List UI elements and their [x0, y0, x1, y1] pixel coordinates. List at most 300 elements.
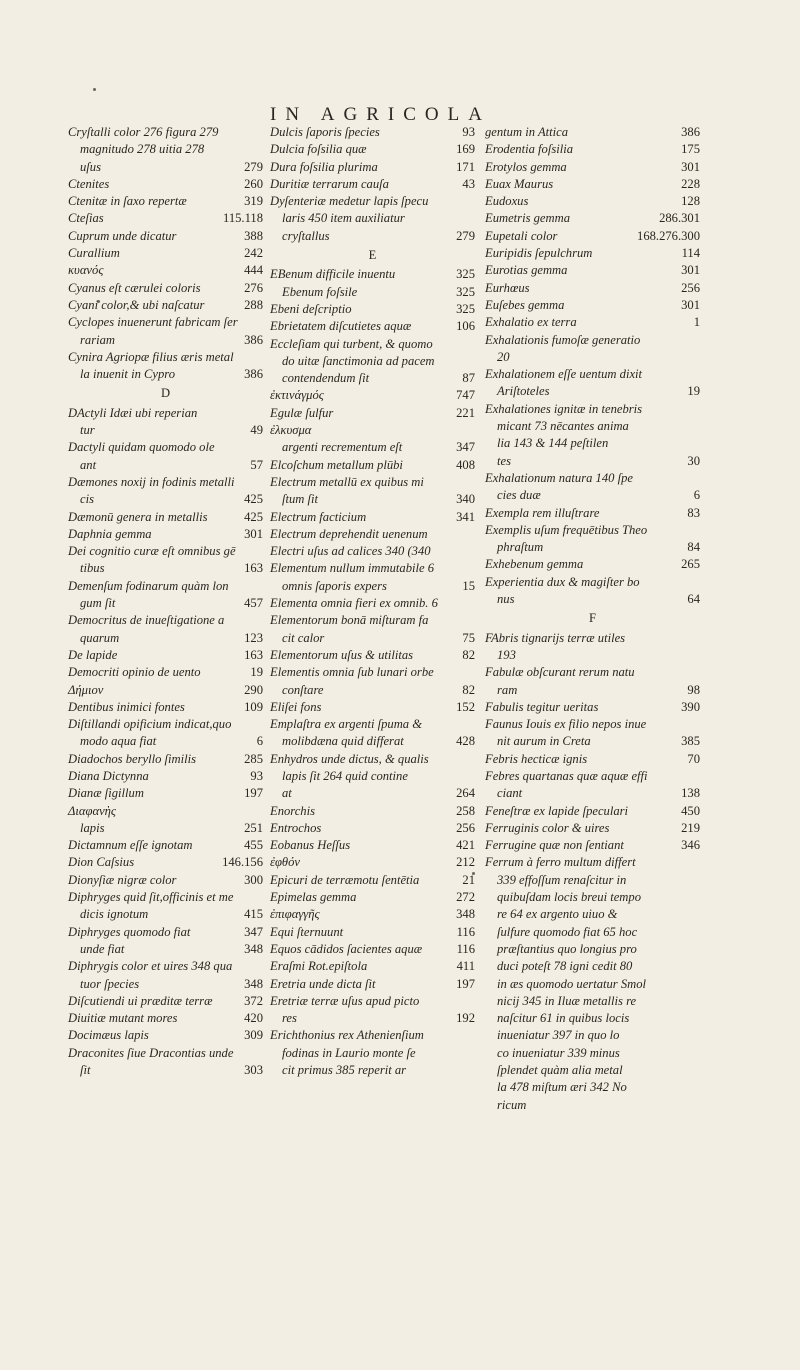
index-entry	[485, 556, 700, 573]
entry-page-number: 341	[456, 509, 475, 524]
entry-page-number: 265	[681, 557, 700, 572]
entry-text: Diuitiæ mutant mores	[68, 1011, 178, 1026]
entry-text: Eretriæ terræ uſus apud picto	[270, 993, 420, 1008]
entry-text: Cyani color,& ubi naſcatur	[68, 297, 205, 312]
entry-text: Entrochos	[270, 820, 322, 835]
index-entry	[68, 474, 263, 491]
entry-text: unde fiat	[80, 941, 125, 956]
index-entry	[485, 383, 700, 400]
entry-page-number: 325	[456, 284, 475, 299]
index-entry	[68, 422, 263, 439]
index-entry	[485, 751, 700, 768]
index-entry	[485, 349, 700, 366]
entry-text: naſcitur 61 in quibus locis	[497, 1011, 630, 1026]
entry-page-number: 171	[456, 159, 475, 174]
entry-text: ant	[80, 457, 97, 472]
entry-text: Dentibus inimici fontes	[68, 699, 185, 714]
index-entry	[485, 993, 700, 1010]
index-entry	[68, 159, 263, 176]
index-entry	[68, 993, 263, 1010]
entry-text: Electrum deprehendit uenenum	[270, 526, 428, 541]
index-entry	[68, 647, 263, 664]
entry-page-number: 279	[244, 159, 263, 174]
index-entry	[270, 491, 475, 508]
entry-text: ἐλκυσμα	[270, 423, 312, 438]
entry-text: ciant	[497, 786, 523, 801]
index-entry	[485, 280, 700, 297]
entry-page-number: 300	[244, 872, 263, 887]
entry-text: molibdæna quid differat	[282, 734, 404, 749]
entry-text: Duritiæ terrarum cauſa	[270, 176, 389, 191]
entry-text: Diſcutiendi ui præditæ terræ	[68, 993, 213, 1008]
index-entry	[485, 768, 700, 785]
entry-text: EBenum difficile inuentu	[270, 267, 396, 282]
entry-text: Fabulæ obſcurant rerum natu	[485, 665, 635, 680]
entry-text: Dionyſiæ nigræ color	[68, 872, 177, 887]
entry-text: la inuenit in Cypro	[80, 367, 176, 382]
index-entry	[270, 560, 475, 577]
entry-text: tibus	[80, 561, 105, 576]
entry-page-number: 98	[687, 682, 700, 697]
entry-page-number: 428	[456, 734, 475, 749]
index-entry	[68, 560, 263, 577]
index-entry	[485, 1045, 700, 1062]
entry-text: Ferrum à ferro multum differt	[485, 855, 636, 870]
index-entry	[485, 1079, 700, 1096]
entry-page-number: 21	[462, 872, 475, 887]
entry-text: Febris hecticæ ignis	[485, 751, 588, 766]
index-entry	[485, 141, 700, 158]
index-entry	[270, 301, 475, 318]
entry-text: Electrum metallū ex quibus mi	[270, 474, 424, 489]
entry-page-number: 146.156	[222, 855, 263, 870]
index-entry	[485, 522, 700, 539]
index-entry	[270, 612, 475, 629]
entry-text: Erichthonius rex Athenienſium	[270, 1028, 424, 1043]
index-entry	[68, 612, 263, 629]
entry-text: inueniatur 397 in quo lo	[497, 1028, 620, 1043]
entry-page-number: 30	[687, 453, 700, 468]
index-entry	[485, 976, 700, 993]
entry-text: dicis ignotum	[80, 907, 149, 922]
index-entry	[68, 349, 263, 366]
index-column-1	[68, 124, 263, 1079]
entry-page-number: 415	[244, 907, 263, 922]
index-entry	[68, 457, 263, 474]
index-entry	[485, 837, 700, 854]
index-entry	[270, 336, 475, 353]
entry-text: Elementa omnia fieri ex omnib. 6	[270, 596, 438, 611]
entry-text: gentum in Attica	[485, 125, 569, 139]
entry-page-number: 420	[244, 1011, 263, 1026]
entry-text: tuor ſpecies	[80, 976, 140, 991]
index-entry	[270, 176, 475, 193]
entry-page-number: 411	[456, 959, 475, 974]
entry-page-number: 15	[462, 578, 475, 593]
entry-page-number: 386	[244, 367, 263, 382]
index-entry	[270, 1010, 475, 1027]
index-entry	[485, 1062, 700, 1079]
entry-text: Dæmones noxij in fodinis metalli	[68, 474, 235, 489]
entry-text: micant 73 nēcantes anima	[497, 419, 629, 434]
entry-text: κυανός	[68, 263, 104, 278]
entry-text: tes	[497, 453, 511, 468]
entry-page-number: 301	[681, 263, 700, 278]
entry-text: Euax Maurus	[485, 176, 554, 191]
entry-text: argenti recrementum eſt	[282, 440, 403, 455]
entry-text: Daphnia gemma	[68, 526, 152, 541]
entry-text: ſulfure quomodo fiat 65 hoc	[497, 924, 638, 939]
index-entry	[485, 418, 700, 435]
entry-page-number: 256	[681, 280, 700, 295]
entry-text: Eurotias gemma	[485, 263, 568, 278]
entry-text: laris 450 item auxiliatur	[282, 211, 405, 226]
entry-page-number: 301	[681, 159, 700, 174]
index-entry	[68, 976, 263, 993]
index-entry	[270, 543, 475, 560]
entry-page-number: 123	[244, 630, 263, 645]
index-entry	[485, 682, 700, 699]
index-entry	[485, 1010, 700, 1027]
index-entry	[68, 785, 263, 802]
index-entry	[485, 958, 700, 975]
index-entry	[485, 228, 700, 245]
entry-text: Dactyli quidam quomodo ole	[68, 440, 215, 455]
entry-text: Exhalationum natura 140 ſpe	[485, 470, 633, 485]
entry-text: Erotylos gemma	[485, 159, 567, 174]
index-entry	[270, 1027, 475, 1044]
entry-text: Dion Caſsius	[68, 855, 135, 870]
entry-text: Equi ſternuunt	[270, 924, 344, 939]
entry-page-number: 212	[456, 855, 475, 870]
entry-page-number: 221	[456, 405, 475, 420]
entry-page-number: 128	[681, 194, 700, 209]
index-entry	[485, 297, 700, 314]
entry-text: lapis ſit 264 quid contine	[282, 768, 408, 783]
entry-text: Fabulis tegitur ueritas	[485, 699, 599, 714]
index-entry	[68, 699, 263, 716]
entry-page-number: 285	[244, 751, 263, 766]
entry-text: FAbris tignarijs terræ utiles	[485, 630, 626, 645]
entry-page-number: 260	[244, 176, 263, 191]
entry-page-number: 93	[250, 768, 263, 783]
entry-text: Democritus de inueſtigatione a	[68, 613, 225, 628]
index-entry	[485, 245, 700, 262]
entry-text: Eumetris gemma	[485, 211, 570, 226]
entry-text: modo aqua fiat	[80, 734, 157, 749]
index-entry	[68, 543, 263, 560]
index-entry	[68, 405, 263, 422]
entry-text: Dyſenteriæ medetur lapis ſpecu	[270, 194, 429, 209]
entry-text: la 478 miſtum æri 342 No	[497, 1080, 627, 1095]
section-letter: F	[588, 611, 596, 626]
entry-text: re 64 ex argento uiuo &	[497, 907, 618, 922]
index-entry	[68, 210, 263, 227]
index-entry	[68, 332, 263, 349]
entry-page-number: 301	[681, 297, 700, 312]
entry-page-number: 386	[681, 125, 700, 139]
entry-text: Ebrietatem diſcutietes aquæ	[270, 319, 412, 334]
index-entry	[270, 595, 475, 612]
index-entry	[68, 509, 263, 526]
index-entry	[270, 387, 475, 404]
entry-page-number: 175	[681, 142, 700, 157]
entry-text: Egulæ ſulfur	[270, 405, 334, 420]
index-entry	[270, 210, 475, 227]
index-entry	[270, 1062, 475, 1079]
entry-text: Exemplis uſum frequētibus Theo	[485, 522, 648, 537]
entry-text: Dulcis ſaporis ſpecies	[270, 125, 380, 139]
entry-page-number: 93	[462, 125, 475, 139]
entry-text: Draconites ſiue Dracontias unde	[68, 1045, 234, 1060]
entry-text: ricum	[497, 1097, 527, 1112]
index-entry	[485, 193, 700, 210]
index-entry	[270, 941, 475, 958]
entry-page-number: 325	[456, 301, 475, 316]
index-entry	[485, 716, 700, 733]
index-entry	[270, 1045, 475, 1062]
entry-page-number: 347	[244, 924, 263, 939]
index-entry	[68, 854, 263, 871]
entry-text: Enhydros unde dictus, & qualis	[270, 751, 429, 766]
index-entry	[68, 578, 263, 595]
entry-text: Experientia dux & magiſter bo	[485, 574, 640, 589]
index-entry	[485, 124, 700, 141]
entry-page-number: 264	[456, 786, 475, 801]
entry-page-number: 385	[681, 734, 700, 749]
entry-text: Elementorum bonā miſturam fa	[270, 613, 429, 628]
entry-text: Diphrygis color et uires 348 qua	[68, 959, 233, 974]
entry-page-number: 390	[681, 699, 700, 714]
index-entry	[485, 785, 700, 802]
entry-page-number: 6	[693, 488, 700, 503]
index-entry	[485, 941, 700, 958]
entry-text: res	[282, 1011, 297, 1026]
entry-page-number: 272	[456, 890, 475, 905]
index-entry	[68, 924, 263, 941]
entry-text: Elcoſchum metallum plūbi	[270, 457, 403, 472]
entry-page-number: 348	[244, 941, 263, 956]
entry-page-number: 19	[250, 665, 263, 680]
index-entry	[270, 872, 475, 889]
entry-text: Exhalationes ignitæ in tenebris	[485, 401, 643, 416]
index-entry	[68, 803, 263, 820]
index-entry	[270, 906, 475, 923]
entry-page-number: 197	[456, 976, 475, 991]
index-entry	[485, 664, 700, 681]
entry-page-number: 82	[462, 647, 475, 662]
index-entry	[68, 314, 263, 331]
index-entry	[68, 176, 263, 193]
entry-text: Feneſtræ ex lapide ſpeculari	[485, 803, 629, 818]
entry-text: at	[282, 786, 292, 801]
entry-text: Dictamnum eſſe ignotam	[68, 838, 193, 853]
entry-page-number: 286.301	[659, 211, 700, 226]
index-entry	[270, 768, 475, 785]
entry-text: Δήμιον	[68, 682, 104, 697]
index-entry	[270, 439, 475, 456]
entry-text: Epicuri de terræmotu ſentētia	[270, 872, 420, 887]
index-entry	[270, 124, 475, 141]
index-entry	[270, 353, 475, 370]
entry-page-number: 138	[681, 786, 700, 801]
index-entry	[270, 699, 475, 716]
entry-page-number: 444	[244, 263, 263, 278]
running-header: IN AGRICOLA	[270, 104, 491, 125]
entry-text: Διαφανὴς	[68, 803, 117, 818]
entry-text: Enorchis	[270, 803, 316, 818]
entry-page-number: 242	[244, 246, 263, 261]
entry-text: Electrum facticium	[270, 509, 367, 524]
entry-text: 193	[497, 647, 516, 662]
entry-text: præſtantius quo longius pro	[497, 941, 637, 956]
entry-page-number: 386	[244, 332, 263, 347]
index-entry	[270, 474, 475, 491]
index-entry	[485, 630, 700, 647]
index-entry	[485, 647, 700, 664]
entry-text: cryſtallus	[282, 228, 330, 243]
entry-text: nus	[497, 592, 515, 607]
entry-page-number: 421	[456, 838, 475, 853]
index-entry	[68, 872, 263, 889]
entry-page-number: 251	[244, 820, 263, 835]
entry-text: Dura foſsilia plurima	[270, 159, 378, 174]
entry-text: uſus	[80, 159, 101, 174]
index-entry	[68, 733, 263, 750]
entry-text: Eraſmi Rot.epiſtola	[270, 959, 368, 974]
entry-text: Elementorum uſus & utilitas	[270, 647, 414, 662]
entry-text: cit primus 385 reperit ar	[282, 1063, 407, 1078]
index-entry	[485, 401, 700, 418]
index-entry	[68, 366, 263, 383]
entry-page-number: 87	[462, 371, 475, 386]
index-entry	[270, 630, 475, 647]
entry-text: Febres quartanas quæ aquæ effi	[485, 768, 648, 783]
entry-text: nicij 345 in Iluæ metallis re	[497, 993, 637, 1008]
index-entry	[270, 578, 475, 595]
entry-page-number: 288	[244, 297, 263, 312]
index-entry	[270, 682, 475, 699]
index-entry	[270, 854, 475, 871]
index-entry	[68, 837, 263, 854]
entry-text: lapis	[80, 820, 105, 835]
entry-page-number: 1	[693, 315, 700, 330]
entry-page-number: 192	[456, 1011, 475, 1026]
index-entry	[485, 453, 700, 470]
index-entry	[68, 280, 263, 297]
index-entry	[68, 141, 263, 158]
entry-page-number: 168.276.300	[637, 228, 700, 243]
index-column-3	[485, 124, 700, 1114]
entry-text: Dei cognitio curæ eſt omnibus gē	[68, 544, 236, 559]
index-entry	[68, 958, 263, 975]
entry-page-number: 309	[244, 1028, 263, 1043]
entry-page-number: 70	[687, 751, 700, 766]
entry-page-number: 84	[687, 540, 700, 555]
entry-text: Exempla rem illuſtrare	[485, 505, 600, 520]
entry-text: do uitæ ſanctimonia ad pacem	[282, 353, 435, 368]
index-entry	[270, 405, 475, 422]
index-entry	[68, 889, 263, 906]
index-entry	[270, 751, 475, 768]
entry-page-number: 197	[244, 786, 263, 801]
index-entry	[270, 785, 475, 802]
index-entry	[68, 682, 263, 699]
index-entry	[68, 262, 263, 279]
index-entry	[270, 733, 475, 750]
entry-text: magnitudo 278 uitia 278	[80, 142, 205, 157]
entry-text: Cteſias	[68, 211, 104, 226]
index-entry	[68, 193, 263, 210]
entry-text: ſplendet quàm alia metal	[497, 1063, 623, 1078]
index-entry	[68, 595, 263, 612]
entry-text: Diſtillandi opificium indicat,quo	[68, 717, 232, 732]
index-entry	[68, 716, 263, 733]
entry-page-number: 346	[681, 838, 700, 853]
entry-text: Docimæus lapis	[68, 1028, 149, 1043]
index-entry	[270, 228, 475, 245]
entry-page-number: 301	[244, 526, 263, 541]
entry-text: Euripidis ſepulchrum	[485, 246, 593, 261]
entry-text: Eurhœus	[485, 280, 530, 295]
index-entry	[485, 872, 700, 889]
entry-page-number: 348	[244, 976, 263, 991]
index-entry	[270, 958, 475, 975]
entry-text: Cynira Agriopæ filius æris metal	[68, 349, 234, 364]
entry-text: Epimelas gemma	[270, 890, 357, 905]
index-entry	[485, 924, 700, 941]
entry-page-number: 75	[462, 630, 475, 645]
entry-text: Ctenitæ in ſaxo repertæ	[68, 194, 187, 209]
index-entry	[485, 314, 700, 331]
index-entry	[485, 505, 700, 522]
index-entry	[270, 370, 475, 387]
entry-text: omnis ſaporis expers	[282, 578, 387, 593]
entry-text: in æs quomodo uertatur Smol	[497, 976, 647, 991]
entry-text: Exhalatio ex terra	[485, 315, 577, 330]
entry-text: duci poteſt 78 igni cedit 80	[497, 959, 633, 974]
entry-text: ſit	[80, 1063, 91, 1078]
entry-text: De lapide	[68, 647, 118, 662]
entry-page-number: 425	[244, 509, 263, 524]
entry-page-number: 152	[456, 699, 475, 714]
entry-text: gum ſit	[80, 596, 116, 611]
entry-text: Demenſum fodinarum quàm lon	[68, 578, 229, 593]
entry-text: Ferruginis color & uires	[485, 820, 610, 835]
index-entry	[270, 837, 475, 854]
entry-page-number: 747	[456, 388, 475, 403]
entry-page-number: 455	[244, 838, 263, 853]
entry-text: rariam	[80, 332, 115, 347]
index-entry	[68, 1010, 263, 1027]
entry-page-number: 279	[456, 228, 475, 243]
index-entry	[485, 803, 700, 820]
index-entry	[270, 193, 475, 210]
entry-text: Eretria unde dicta ſit	[270, 976, 376, 991]
entry-text: Exhalationem eſſe uentum dixit	[485, 367, 643, 382]
index-entry	[270, 993, 475, 1010]
entry-page-number: 219	[681, 820, 700, 835]
entry-text: cis	[80, 492, 94, 507]
entry-text: nit aurum in Creta	[497, 734, 591, 749]
entry-text: ram	[497, 682, 518, 697]
index-entry	[270, 889, 475, 906]
entry-page-number: 106	[456, 319, 475, 334]
entry-text: 20	[497, 349, 510, 364]
entry-text: Emplaſtra ex argenti ſpuma &	[270, 717, 423, 732]
entry-text: 339 effoſſum renaſcitur in	[497, 872, 627, 887]
entry-text: Diana Dictynna	[68, 768, 149, 783]
